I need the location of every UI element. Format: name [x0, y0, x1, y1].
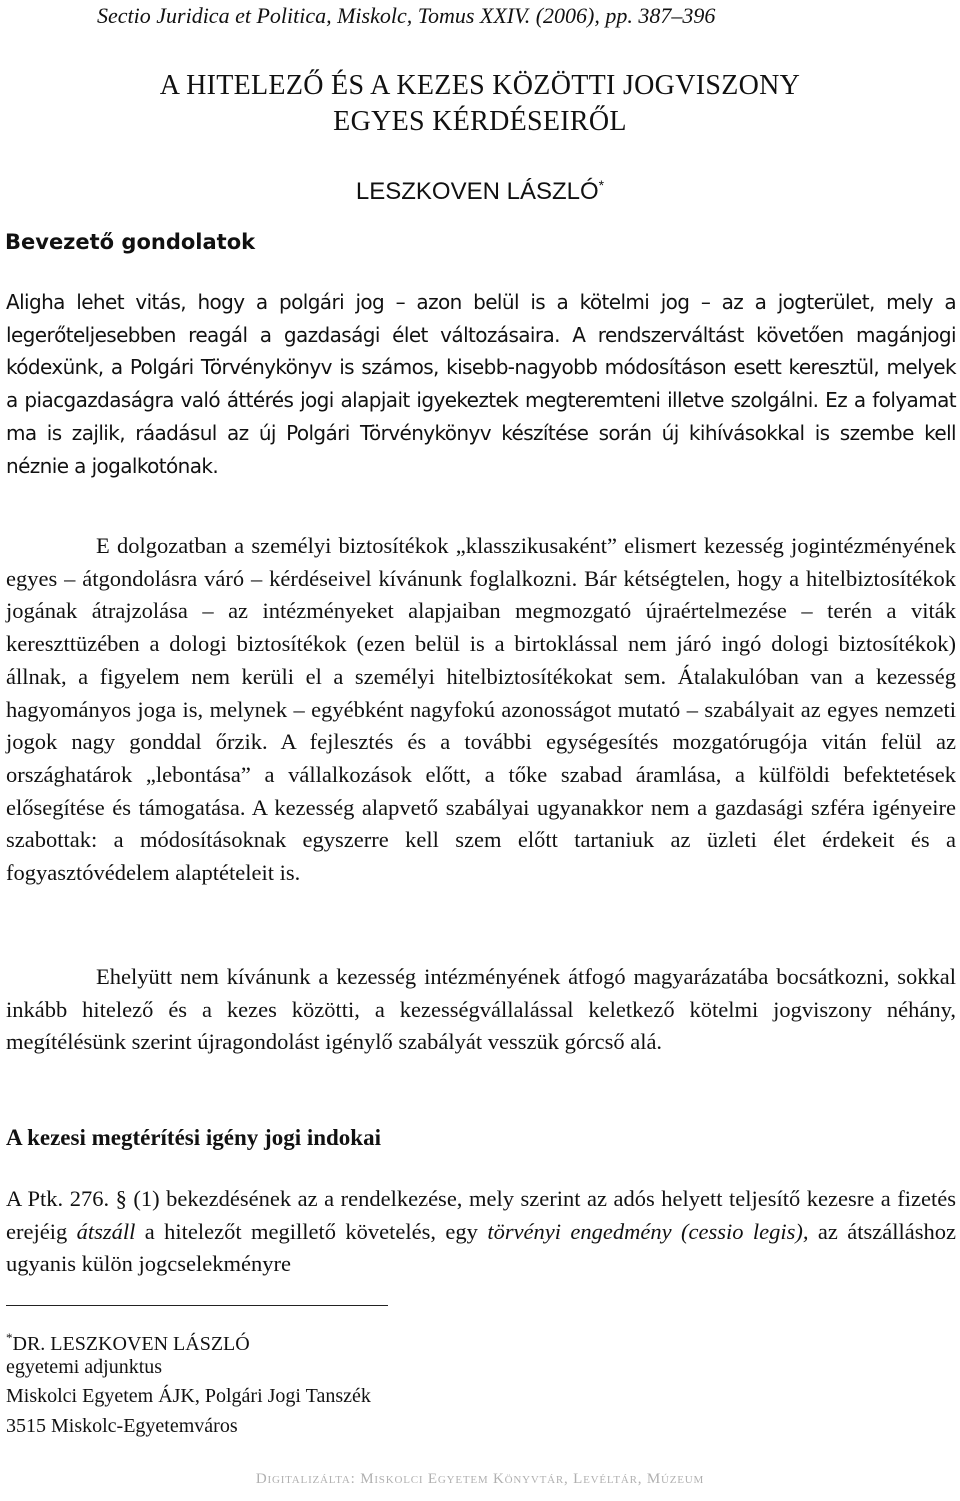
- paragraph-2: E dolgozatban a személyi biztosítékok „klasszikusaként” elismert kezesség jogintézményének egyes – átgondolásra váró – kérdéseivel kívánunk foglalkozni. Bár kétségtelen, hogy a hitelbiztosítékok jogának átrajzolása – az intézményeket alapjaiban megmozgató újraértelmezése – terén a viták kereszttüzében a dologi biztosítékok (ezen belül is a birtoklással nem járó ingó dologi biztosítékok) állnak, a figyelem nem kerüli el a személyi hitelbiztosítékokat sem. Átalakulóban van a kezesség hagyományos joga is, melynek – egyébként nagyfokú azonosságot mutató – szabályait az egyes nemzeti jogok nagy gonddal őrzik. A fejlesztés és a további egységesítés mozgatórugója vitán felül az országhatárok „lebontása” a vállalkozások előtt, a tőke szabad áramlása, a külföldi befektetések elősegítése és támogatása. A kezesség alapvető szabályai ugyanakkor nem a gazdasági szféra igényeire szabottak: a módosításoknak egyszerre kell szem előtt tartaniuk az üzleti élet érdekeit és a fogyasztóvédelem alaptételeit is.: [6, 533, 956, 886]
- author-name: LESZKOVEN LÁSZLÓ: [355, 178, 599, 205]
- paragraph-1: [6, 286, 956, 482]
- digitization-notice: Digitalizálta: Miskolci Egyetem Könyvtár, Levéltár, Múzeum: [255, 1471, 705, 1487]
- paragraph-4-text-2: a hitelezőt megillető követelés, egy: [135, 1218, 488, 1244]
- paragraph-1-sentence-1: Aligha lehet vitás, hogy a polgári jog – azon belül is a kötelmi jog – az a jogterület, mely a legerőteljesebben reagál a gazdasági élet változásaira.: [6, 290, 956, 347]
- paragraph-4-text-3: az átszálláshoz ugyanis külön jogcselekményre: [6, 1218, 957, 1277]
- footnote-line-3: Miskolci Egyetem ÁJK, Polgári Jogi Tanszék: [6, 1385, 371, 1407]
- paragraph-1-sentence-2: A rendszerváltást követően magánjogi kódexünk, a Polgári Törvénykönyv is számos, kisebb-nagyobb módosításon esett keresztül, melyek a piacgazdaságra való áttérés jogi alapjait igyekeztek megteremteni illetve szolgálni.: [6, 322, 956, 413]
- section-heading-introduction: Bevezető gondolatok: [5, 230, 256, 254]
- footnote-line-1: DR. LESZKOVEN LÁSZLÓ: [12, 1333, 250, 1355]
- footnote-line-2: egyetemi adjunktus: [6, 1356, 163, 1378]
- article-title-line-1: A HITELEZŐ ÉS A KEZES KÖZÖTTI JOGVISZONY: [159, 70, 801, 101]
- paragraph-1-sentence-3: Ez a folyamat ma is zajlik, ráadásul az új Polgári Törvénykönyv készítése során új kihívásokkal is szembe kell néznie a jogalkotónak.: [6, 388, 956, 478]
- article-title-line-2: EGYES KÉRDÉSEIRŐL: [333, 106, 627, 137]
- paragraph-4-text-1: A Ptk. 276. § (1) bekezdésének az a rendelkezése, mely szerint az adós helyett teljesítő kezesre a fizetés erejéig: [6, 1186, 956, 1244]
- author-footnote-mark: *: [598, 177, 605, 193]
- section-heading-reimbursement: A kezesi megtérítési igény jogi indokai: [6, 1125, 381, 1150]
- paragraph-4-italic-1: átszáll: [76, 1218, 136, 1244]
- journal-citation: Sectio Juridica et Politica, Miskolc, Tomus XXIV. (2006), pp. 387–396: [97, 3, 716, 28]
- footnote-line-4: 3515 Miskolc-Egyetemváros: [6, 1415, 238, 1437]
- paragraph-4-italic-2: törvényi engedmény (cessio legis),: [487, 1218, 809, 1244]
- paragraph-3: Ehelyütt nem kívánunk a kezesség intézményének átfogó magyarázatába bocsátkozni, sokkal inkább hitelező és a kezes közötti, a kezességvállalással keletkező kötelmi jogviszony néhány, megítélésünk szerint újragondolást igénylő szabályát vesszük górcső alá.: [6, 964, 956, 1055]
- footnote-mark: *: [6, 1330, 13, 1345]
- paragraph-4: [6, 1183, 956, 1281]
- author: [0, 177, 960, 206]
- footnote-separator: [6, 1305, 388, 1306]
